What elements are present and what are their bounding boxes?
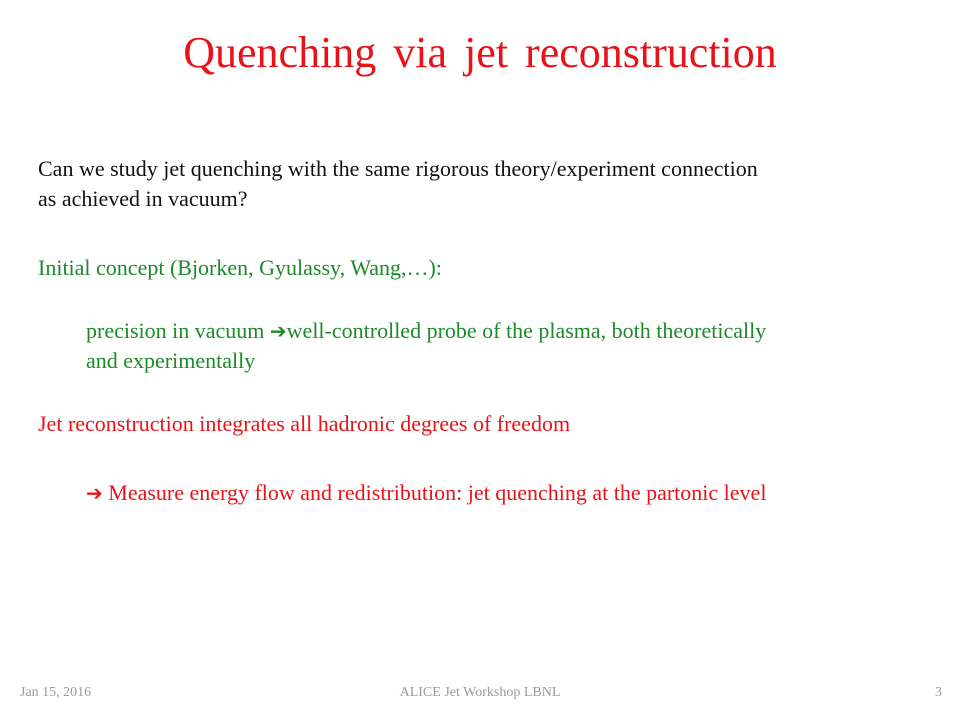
concept-detail-line-1 xyxy=(86,316,766,346)
concept-detail-line-2: and experimentally xyxy=(86,348,256,373)
concept-detail-part-2: well-controlled probe of the plasma, both theoretically xyxy=(286,318,767,343)
footer-date: Jan 15, 2016 xyxy=(20,685,92,700)
jet-statement: Jet reconstruction integrates all hadronic degrees of freedom xyxy=(38,411,571,436)
concept-detail-part-1: precision in vacuum xyxy=(86,318,270,343)
concept-heading: Initial concept (Bjorken, Gyulassy, Wang,…): xyxy=(38,255,442,280)
footer-page-number: 3 xyxy=(935,685,942,700)
footer-event: ALICE Jet Workshop LBNL xyxy=(399,685,561,700)
slide-title: Quenching via jet reconstruction xyxy=(183,28,777,77)
jet-conclusion-text: Measure energy flow and redistribution: jet quenching at the partonic level xyxy=(102,480,767,505)
right-arrow-icon: ➔ xyxy=(269,319,287,343)
question-line-2: as achieved in vacuum? xyxy=(38,186,248,211)
jet-conclusion-line xyxy=(86,478,766,508)
question-line-1: Can we study jet quenching with the same rigorous theory/experiment connection xyxy=(38,156,758,181)
right-arrow-icon: ➔ xyxy=(86,481,103,505)
